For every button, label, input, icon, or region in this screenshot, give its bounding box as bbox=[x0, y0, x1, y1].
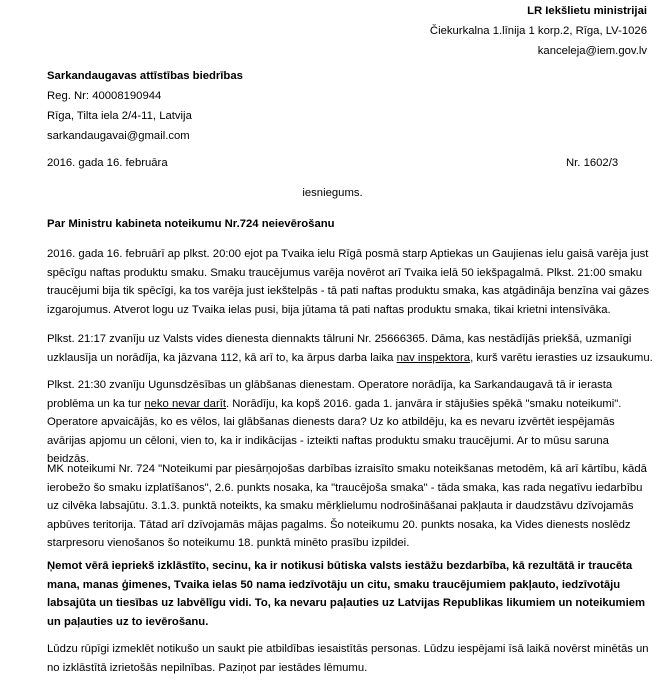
document-number: Nr. 1602/3 bbox=[566, 157, 619, 169]
sender-reg: Reg. Nr: 40008190944 bbox=[47, 90, 162, 102]
paragraph-3-part-b: . Norādīju, ka kopš 2016. gada 1. janvāra ir stājušies spēkā "smaku noteikumi". Operatore apvaicājās, ko es vēlos, lai glābšanas dienests dara? Uz ko atbildēju, ka es nevaru izvērtēt iespējamās avārijas apjomu un cēloni, vien to, ka ir indikācijas - izteikti naftas produktu smaku traucējumi. Ar to mūsu saruna beidzās. bbox=[47, 397, 622, 466]
paragraph-2 bbox=[47, 330, 653, 367]
paragraph-2-part-a: Plkst. 21:17 zvanīju uz Valsts vides dienesta diennakts tālruni Nr. 25666365. Dāma, kas nestādījās priekšā, uzmanīgi uzklausīja un norādīja, ka jāzvana 112, kā arī to, ka ārpus darba laika bbox=[47, 333, 632, 364]
paragraph-1-text: 2016. gada 16. februārī ap plkst. 20:00 ejot pa Tvaika ielu Rīgā posmā starp Aptiekas un Gaujienas ielu gaisā varēja just spēcīgu naftas produktu smaku. Smaku traucējumus varēja novērot arī Tvaika ielā 50 iekšpagalmā. Plkst. 21:00 smaku traucējumi bija tik spēcīgi, ka tos varēja just iekštelpās - tā pati naftas produktu smaka, kas atgādināja benzīna vai gāzes izgarojumus. Atverot logu uz Tvaika ielas pusi, bija jūtama tā pati naftas produktu smaka, tikai krietni intensīvāka. bbox=[47, 248, 650, 316]
paragraph-3 bbox=[47, 376, 653, 469]
sender-name: Sarkandaugavas attīstības biedrības bbox=[47, 70, 243, 82]
paragraph-3-part-a: Plkst. 21:30 zvanīju Ugunsdzēsības un glābšanas dienestam. Operatore norādīja, ka Sarkandaugavā tā ir ierasta problēma un ka tur bbox=[47, 379, 613, 410]
sender-address: Rīga, Tilta iela 2/4-11, Latvija bbox=[47, 110, 192, 122]
sender-email: sarkandaugavai@gmail.com bbox=[47, 130, 190, 142]
paragraph-4-text: MK noteikumi Nr. 724 "Noteikumi par piesārņojošas darbības izraisīto smaku noteikšanas metodēm, kā arī kārtību, kādā ierobežo šo smaku izplatīšanos", 2.6. punkts nosaka, ka "traucējoša smaka" - tāda smaka, kas rada negatīvu iedarbību uz cilvēka labsajūtu. 3.1.3. punktā noteikts, ka smaku mērķlielumu nodrošināšanai pakļauta ir daudzstāvu dzīvojamās apbūves teritorija. Tātad arī dzīvojamās mājas pagalms. Šo noteikumu 20. punkts nosaka, ka Vides dienests noslēdz starpresoru vienošanos šo noteikumu 18. punktā minēto prasību izpildei. bbox=[47, 463, 647, 550]
paragraph-2-part-b: , kurš varētu ierasties uz izsaukumu. bbox=[470, 351, 653, 364]
document-date: 2016. gada 16. februāra bbox=[47, 157, 168, 169]
paragraph-5 bbox=[47, 557, 653, 631]
paragraph-6 bbox=[47, 640, 653, 677]
paragraph-3-text bbox=[47, 376, 653, 469]
document-subject: Par Ministru kabineta noteikumu Nr.724 neievērošanu bbox=[47, 218, 335, 230]
recipient-name: LR Iekšlietu ministrijai bbox=[527, 5, 647, 17]
paragraph-2-text bbox=[47, 330, 653, 367]
paragraph-4 bbox=[47, 460, 653, 553]
recipient-address: Čiekurkalna 1.līnija 1 korp.2, Rīga, LV-1026 bbox=[429, 25, 647, 37]
paragraph-1 bbox=[47, 245, 653, 319]
document-type: iesniegums. bbox=[302, 187, 363, 199]
recipient-email: kanceleja@iem.gov.lv bbox=[537, 45, 647, 57]
paragraph-5-text: Ņemot vērā iepriekš izklāstīto, secinu, ka ir notikusi būtiska valsts iestāžu bezdarbība, kā rezultātā ir traucēta mana, manas ģimenes, Tvaika ielas 50 nama iedzīvotāju un citu, smaku traucējumiem pakļauto, iedzīvotāju labsajūta un tiesības uz labvēlīgu vidi. To, ka nevaru paļauties uz Latvijas Republikas likumiem un noteikumiem un paļauties uz to ievērošanu. bbox=[47, 560, 646, 628]
paragraph-6-text: Lūdzu rūpīgi izmeklēt notikušo un saukt pie atbildības iesaistītās personas. Lūdzu iespējami īsā laikā novērst minētās un no izklāstītā izrietošās nepilnības. Paziņot par iestādes lēmumu. bbox=[47, 643, 649, 674]
paragraph-2-underlined: nav inspektora bbox=[396, 351, 471, 364]
paragraph-3-underlined: neko nevar darīt bbox=[144, 397, 226, 410]
